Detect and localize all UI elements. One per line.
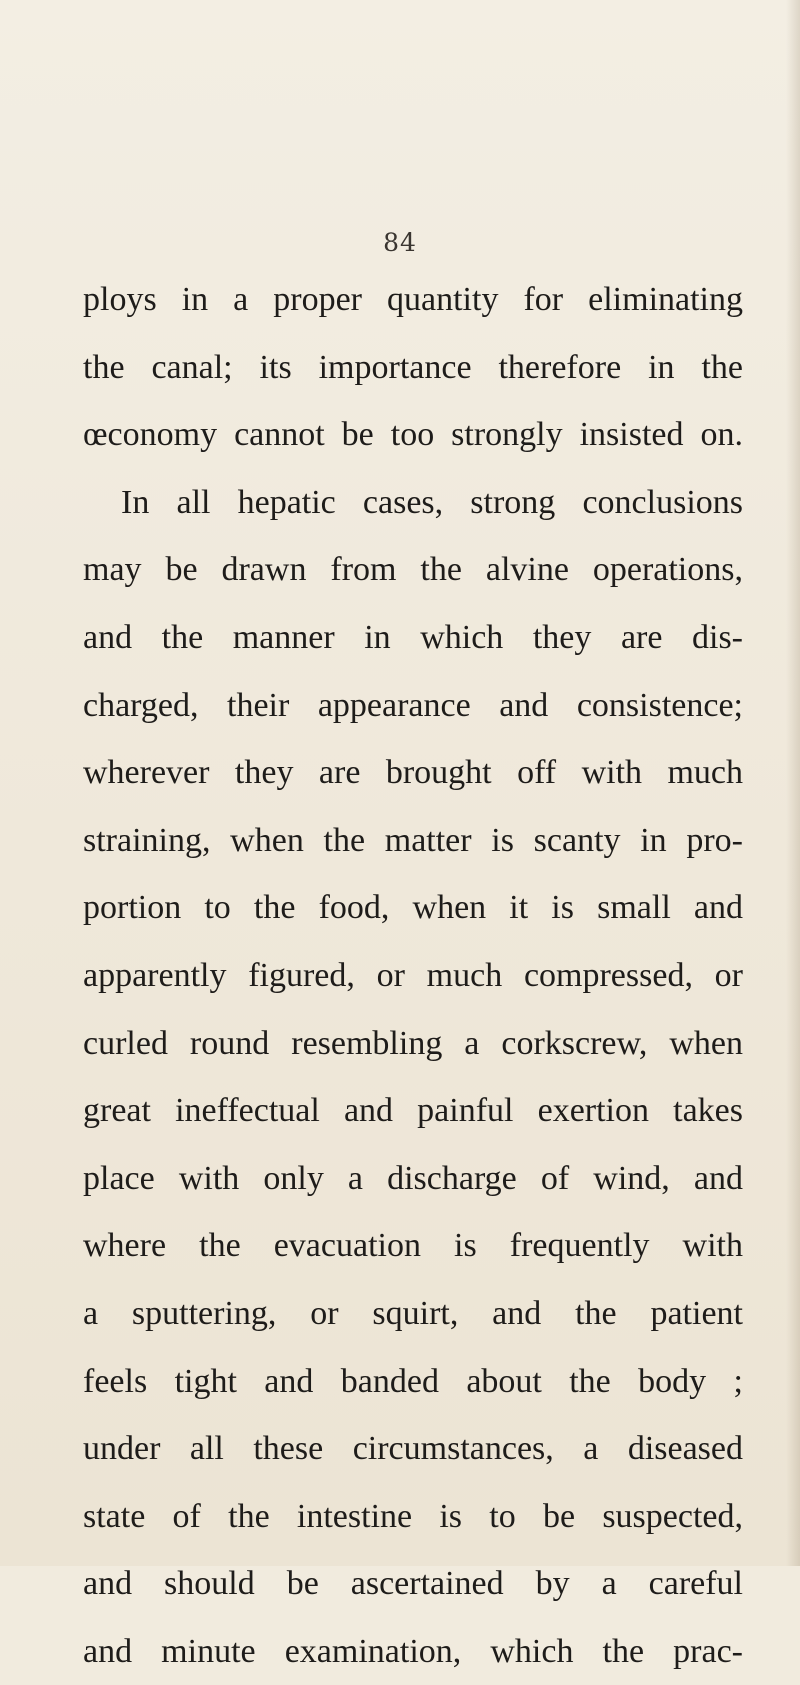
text-line: under all these circumstances, a diseased xyxy=(83,1430,743,1468)
text-line: curled round resembling a corkscrew, when xyxy=(83,1024,743,1062)
text-line: and should be ascertained by a careful xyxy=(83,1565,743,1603)
body-text xyxy=(83,266,743,1685)
text-line: charged, their appearance and consistence; xyxy=(83,686,743,724)
text-line: apparently figured, or much compressed, or xyxy=(83,956,743,994)
text-line: a sputtering, or squirt, and the patient xyxy=(83,1294,743,1332)
text-line: and the manner in which they are dis- xyxy=(83,618,743,656)
text-line: ploys in a proper quantity for eliminating xyxy=(83,281,743,318)
text-line: place with only a discharge of wind, and xyxy=(83,1159,743,1197)
text-line: and minute examination, which the prac- xyxy=(83,1632,743,1670)
text-line-paragraph-start: In all hepatic cases, strong conclusions xyxy=(121,483,743,521)
text-line: where the evacuation is frequently with xyxy=(83,1227,743,1265)
text-line: the canal; its importance therefore in the xyxy=(83,348,743,386)
text-line: feels tight and banded about the body ; xyxy=(83,1362,743,1400)
text-line: œconomy cannot be too strongly insisted on. xyxy=(83,416,743,454)
text-line: straining, when the matter is scanty in pro- xyxy=(83,821,743,859)
text-line: portion to the food, when it is small and xyxy=(83,889,743,927)
page-number: 84 xyxy=(383,228,417,257)
text-line: may be drawn from the alvine operations, xyxy=(83,551,743,589)
text-line: state of the intestine is to be suspected, xyxy=(83,1497,743,1535)
text-line: wherever they are brought off with much xyxy=(83,754,743,792)
text-line: great ineffectual and painful exertion takes xyxy=(83,1092,743,1130)
